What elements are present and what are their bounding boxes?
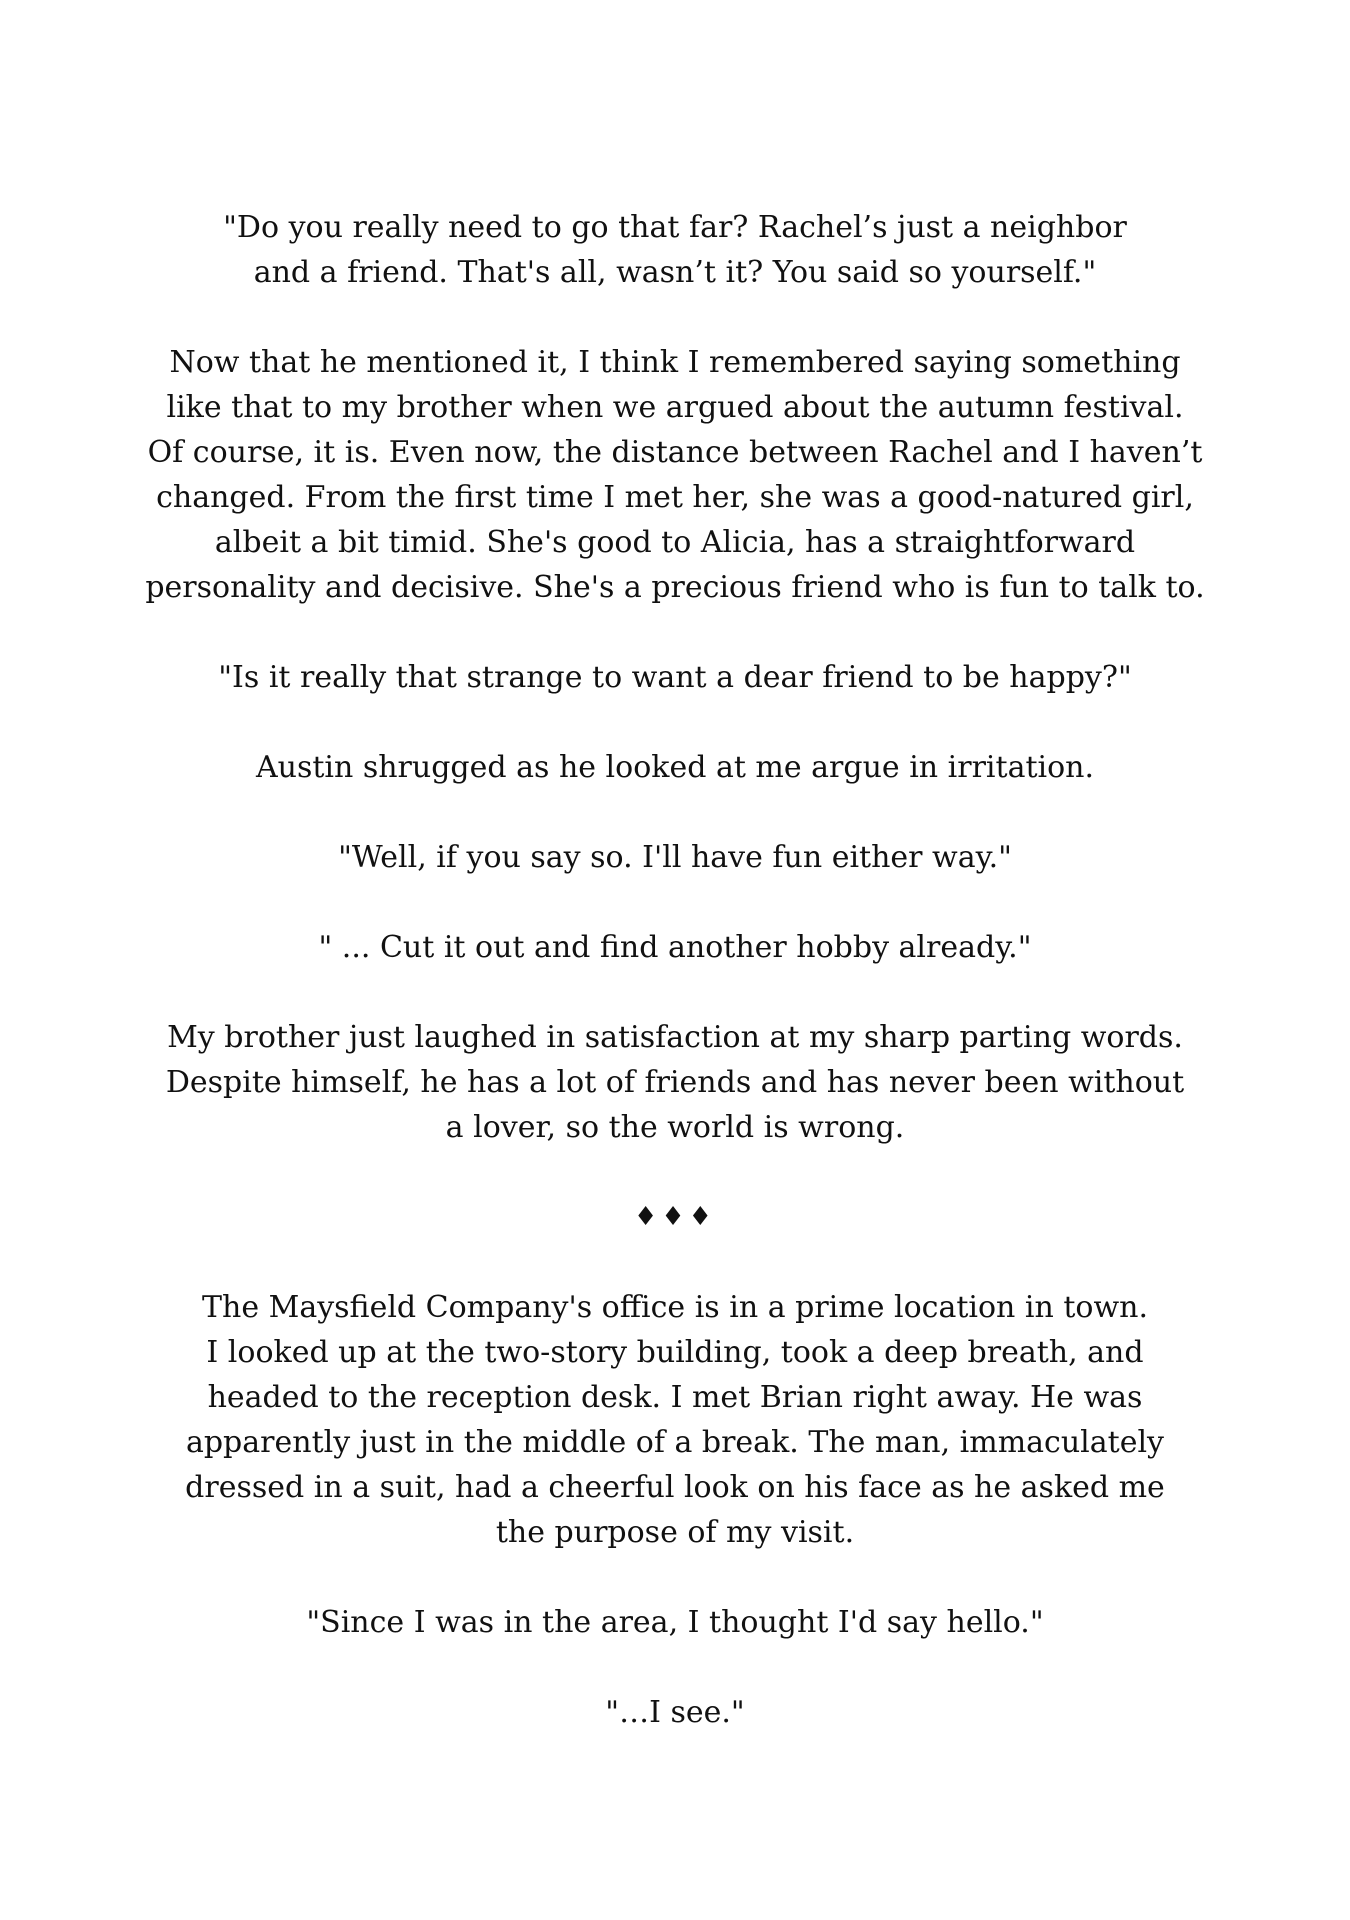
text-line: Of course, it is. Even now, the distance between Rachel and I haven’t xyxy=(147,435,1203,470)
text-line: "Is it really that strange to want a dear friend to be happy?" xyxy=(218,660,1132,695)
paragraph-6 xyxy=(60,925,1290,970)
paragraph-3 xyxy=(60,655,1290,700)
text-line: albeit a bit timid. She's good to Alicia, has a straightforward xyxy=(214,525,1136,560)
text-line: changed. From the first time I met her, she was a good-natured girl, xyxy=(156,480,1194,515)
text-line: dressed in a suit, had a cheerful look on his face as he asked me xyxy=(185,1470,1165,1505)
text-line: "Well, if you say so. I'll have fun either way." xyxy=(338,840,1012,875)
text-line: and a friend. That's all, wasn’t it? You said so yourself." xyxy=(253,255,1097,290)
text-line: "…I see." xyxy=(605,1695,745,1730)
story-text xyxy=(60,205,1290,1780)
text-line: apparently just in the middle of a break. The man, immaculately xyxy=(185,1425,1165,1460)
text-line: Now that he mentioned it, I think I remembered saying something xyxy=(169,345,1181,380)
paragraph-2 xyxy=(60,340,1290,610)
paragraph-8 xyxy=(60,1285,1290,1555)
text-line: a lover, so the world is wrong. xyxy=(445,1110,905,1145)
text-line: Austin shrugged as he looked at me argue in irritation. xyxy=(255,750,1095,785)
text-line: " ... Cut it out and find another hobby already." xyxy=(318,930,1032,965)
text-line: headed to the reception desk. I met Brian right away. He was xyxy=(207,1380,1143,1415)
text-line: the purpose of my visit. xyxy=(495,1515,855,1550)
paragraph-4 xyxy=(60,745,1290,790)
text-line: like that to my brother when we argued about the autumn festival. xyxy=(166,390,1184,425)
section-divider: ♦♦♦ xyxy=(634,1202,716,1232)
text-line: "Since I was in the area, I thought I'd say hello." xyxy=(306,1605,1044,1640)
text-line: "Do you really need to go that far? Rachel’s just a neighbor xyxy=(223,210,1127,245)
paragraph-9 xyxy=(60,1600,1290,1645)
paragraph-1 xyxy=(60,205,1290,295)
text-line: Despite himself, he has a lot of friends and has never been without xyxy=(165,1065,1185,1100)
text-line: I looked up at the two-story building, took a deep breath, and xyxy=(206,1335,1144,1370)
text-line: The Maysfield Company's office is in a prime location in town. xyxy=(201,1290,1149,1325)
text-line: personality and decisive. She's a precious friend who is fun to talk to. xyxy=(145,570,1205,605)
paragraph-5 xyxy=(60,835,1290,880)
paragraph-10 xyxy=(60,1690,1290,1735)
paragraph-7 xyxy=(60,1015,1290,1150)
text-line: My brother just laughed in satisfaction at my sharp parting words. xyxy=(167,1020,1183,1055)
